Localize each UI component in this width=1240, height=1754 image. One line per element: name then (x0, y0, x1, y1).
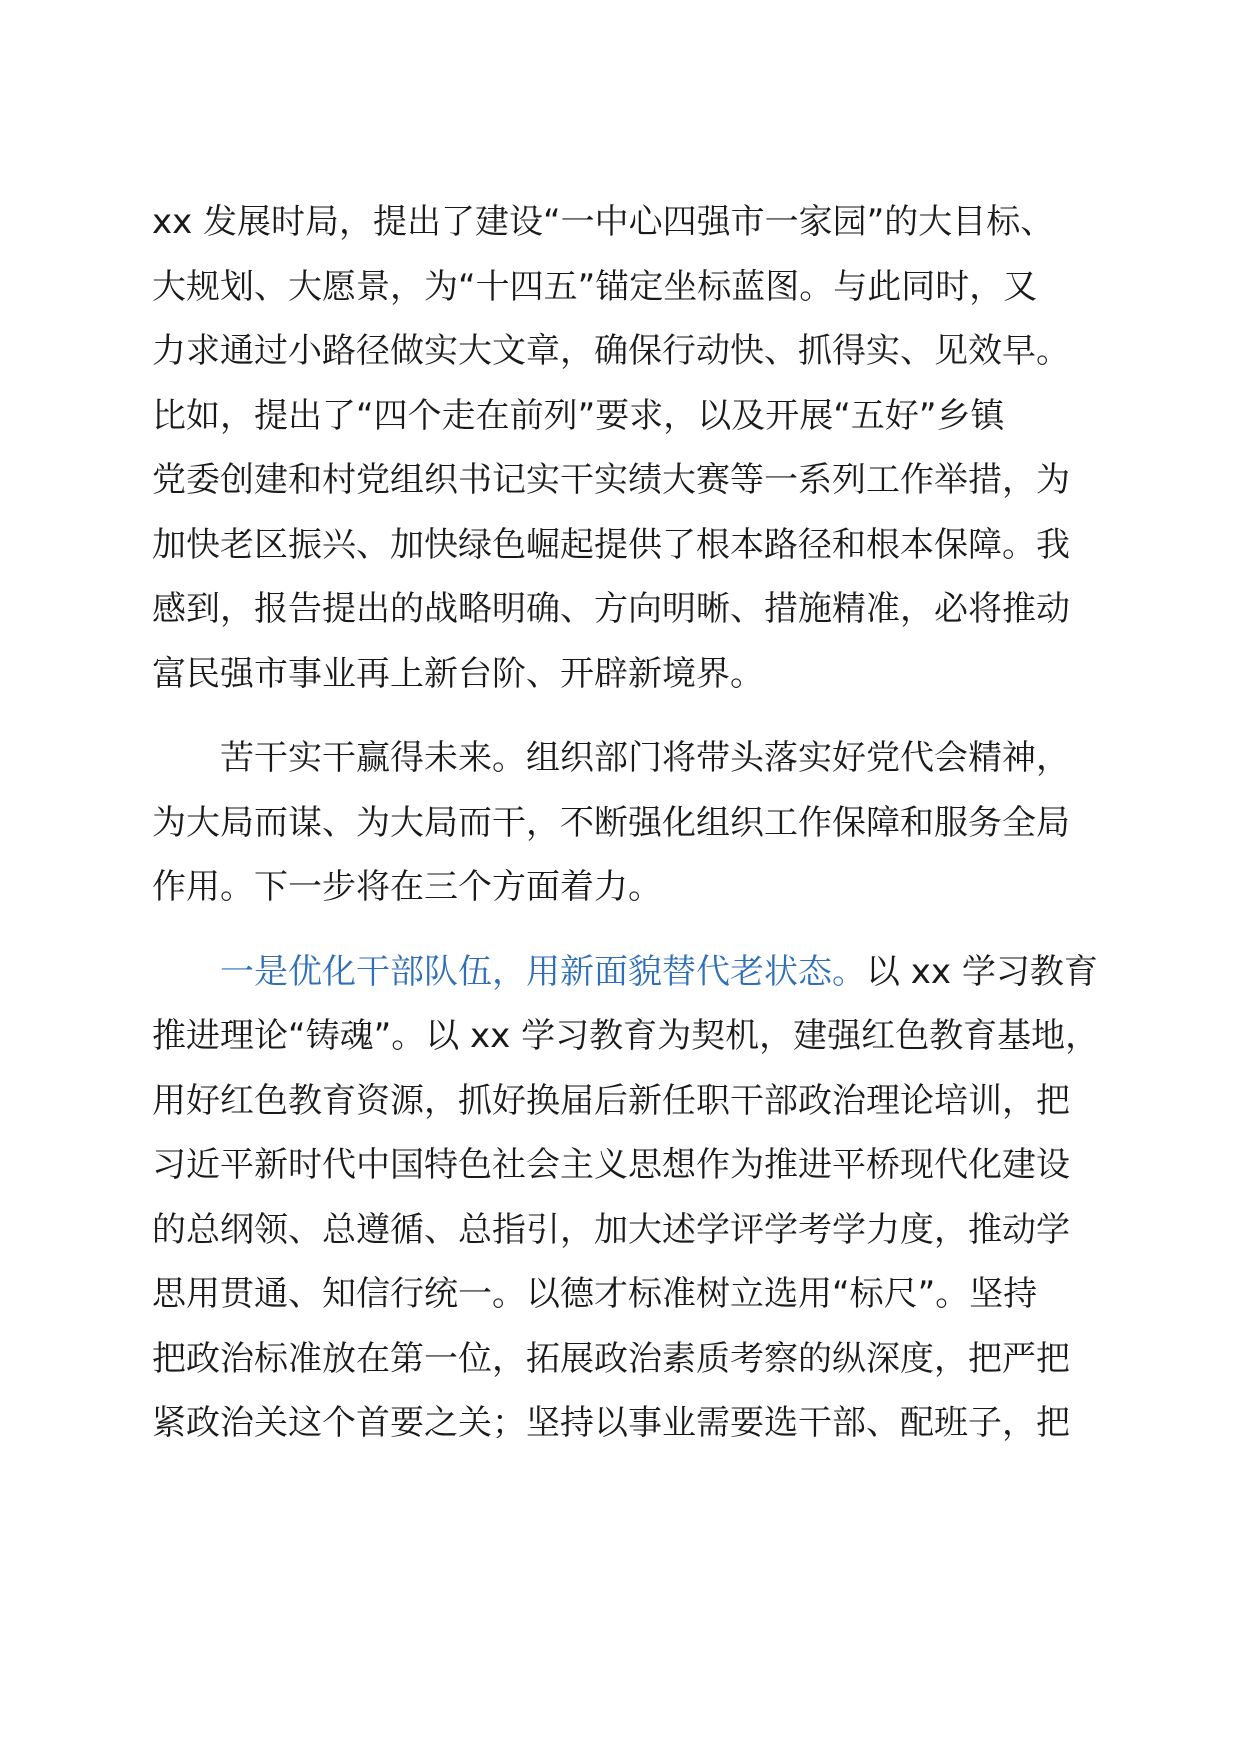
paragraph-line: xx 发展时局，提出了建设“一中心四强市一家园”的大目标、 (152, 202, 1055, 242)
paragraph-line: 大规划、大愿景，为“十四五”锚定坐标蓝图。与此同时，又 (152, 266, 1038, 307)
paragraph-first-line (152, 940, 1098, 1005)
paragraph-line: 比如，提出了“四个走在前列”要求，以及开展“五好”乡镇 (152, 395, 1005, 436)
paragraph-line: 为大局而谋、为大局而干，不断强化组织工作保障和服务全局 (152, 802, 1070, 843)
paragraph-line: 把政治标准放在第一位，拓展政治素质考察的纵深度，把严把 (152, 1338, 1070, 1379)
document-body (152, 190, 1100, 1456)
paragraph-line: 推进理论“铸魂”。以 xx 学习教育为契机，建强红色教育基地， (152, 1016, 1100, 1056)
paragraph-line: 力求通过小路径做实大文章，确保行动快、抓得实、见效早。 (152, 331, 1070, 371)
paragraph-1 (152, 190, 1092, 706)
paragraph-line: 加快老区振兴、加快绿色崛起提供了根本路径和根本保障。我 (152, 524, 1070, 565)
paragraph-gap (152, 706, 1092, 726)
paragraph-line: 作用。下一步将在三个方面着力。 (152, 867, 662, 907)
paragraph-line: 的总纲领、总遵循、总指引，加大述学评学考学力度，推动学 (152, 1209, 1070, 1250)
paragraph-text: 以 xx 学习教育 (866, 951, 1098, 992)
paragraph-line: 富民强市事业再上新台阶、开辟新境界。 (152, 653, 764, 694)
paragraph-line: 苦干实干赢得未来。组织部门将带头落实好党代会精神， (220, 738, 1070, 778)
paragraph-line: 紧政治关这个首要之关；坚持以事业需要选干部、配班子，把 (152, 1403, 1070, 1443)
paragraph-line: 党委创建和村党组织书记实干实绩大赛等一系列工作举措，为 (152, 460, 1070, 500)
paragraph-2 (152, 726, 1092, 920)
paragraph-line: 用好红色教育资源，抓好换届后新任职干部政治理论培训，把 (152, 1080, 1070, 1121)
paragraph-line: 习近平新时代中国特色社会主义思想作为推进平桥现代化建设 (152, 1145, 1070, 1185)
paragraph-3 (152, 940, 1100, 1456)
paragraph-line: 思用贯通、知信行统一。以德才标准树立选用“标尺”。坚持 (152, 1274, 1038, 1314)
paragraph-gap (152, 920, 1092, 940)
section-heading: 一是优化干部队伍，用新面貌替代老状态。 (220, 951, 866, 992)
paragraph-line: 感到，报告提出的战略明确、方向明晰、措施精准，必将推动 (152, 589, 1070, 629)
